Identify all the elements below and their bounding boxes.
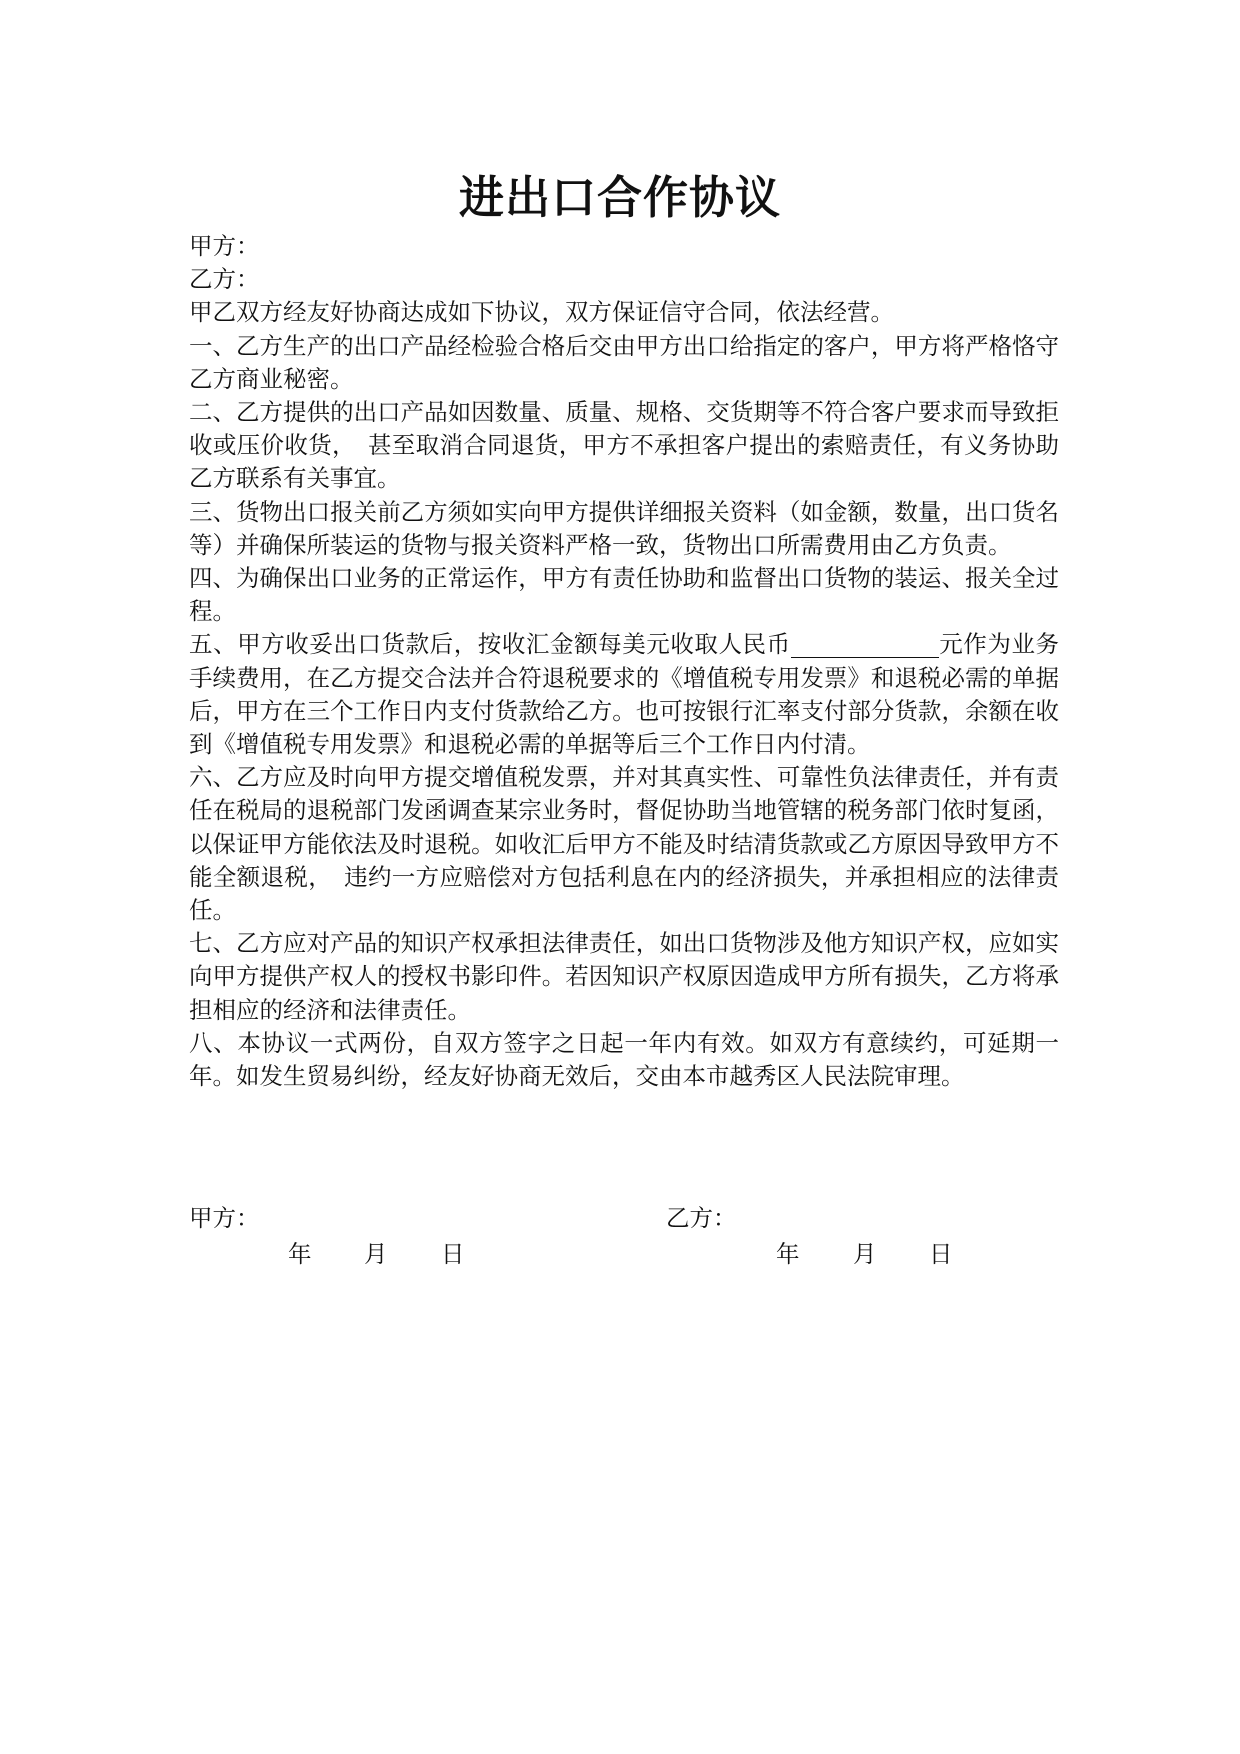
clause-2: 二、乙方提供的出口产品如因数量、质量、规格、交货期等不符合客户要求而导致拒收或压价收货， 甚至取消合同退货，甲方不承担客户提出的索赔责任，有义务协助乙方联系有关事宜。 — [189, 398, 1059, 493]
signature-party-b: 乙方： — [666, 1204, 737, 1232]
clause-5-before: 五、甲方收妥出口货款后，按收汇金额每美元收取人民币 — [189, 630, 791, 659]
clause-3: 三、货物出口报关前乙方须如实向甲方提供详细报关资料（如金额，数量，出口货名等）并确保所装运的货物与报关资料严格一致，货物出口所需费用由乙方负责。 — [189, 497, 1059, 559]
clause-5-after: 元作为业务手续费用，在乙方提交合法并合符退税要求的《增值税专用发票》和退税必需的单据后，甲方在三个工作日内支付货款给乙方。也可按银行汇率支付部分货款，余额在收到《增值税专用发票》和退税必需的单据等后三个工作日内付清。 — [189, 630, 1060, 759]
clause-1: 一、乙方生产的出口产品经检验合格后交由甲方出口给指定的客户，甲方将严格恪守乙方商业秘密。 — [189, 331, 1059, 393]
signature-party-a: 甲方： — [189, 1204, 260, 1232]
clause-6: 六、乙方应及时向甲方提交增值税发票，并对其真实性、可靠性负法律责任，并有责任在税局的退税部门发函调查某宗业务时，督促协助当地管辖的税务部门依时复函，以保证甲方能依法及时退税。如收汇后甲方不能及时结清货款或乙方原因导致甲方不能全额退税， 违约一方应赔偿对方包括利息在内的经济损失，并承担相应的法律责任。 — [189, 763, 1059, 925]
clause-7: 七、乙方应对产品的知识产权承担法律责任，如出口货物涉及他方知识产权，应如实向甲方提供产权人的授权书影印件。若因知识产权原因造成甲方所有损失，乙方将承担相应的经济和法律责任。 — [189, 929, 1059, 1024]
party-b-line: 乙方： — [189, 265, 260, 294]
clause-8: 八、本协议一式两份，自双方签字之日起一年内有效。如双方有意续约，可延期一年。如发生贸易纠纷，经友好协商无效后，交由本市越秀区人民法院审理。 — [189, 1028, 1059, 1091]
clause-5 — [189, 628, 1059, 761]
fee-blank-line — [791, 631, 939, 658]
date-b-year: 年 — [776, 1240, 800, 1268]
date-b-day: 日 — [929, 1240, 953, 1268]
clause-4: 四、为确保出口业务的正常运作，甲方有责任协助和监督出口货物的装运、报关全过程。 — [189, 564, 1059, 626]
party-a-line: 甲方： — [189, 232, 260, 260]
document-body — [189, 230, 1059, 1093]
date-a-year: 年 — [288, 1240, 312, 1268]
date-a-day: 日 — [441, 1240, 465, 1268]
intro-paragraph: 甲乙双方经友好协商达成如下协议，双方保证信守合同，依法经营。 — [189, 298, 894, 327]
document-title: 进出口合作协议 — [458, 171, 781, 224]
date-b-month: 月 — [853, 1240, 877, 1268]
date-a-month: 月 — [364, 1240, 388, 1268]
